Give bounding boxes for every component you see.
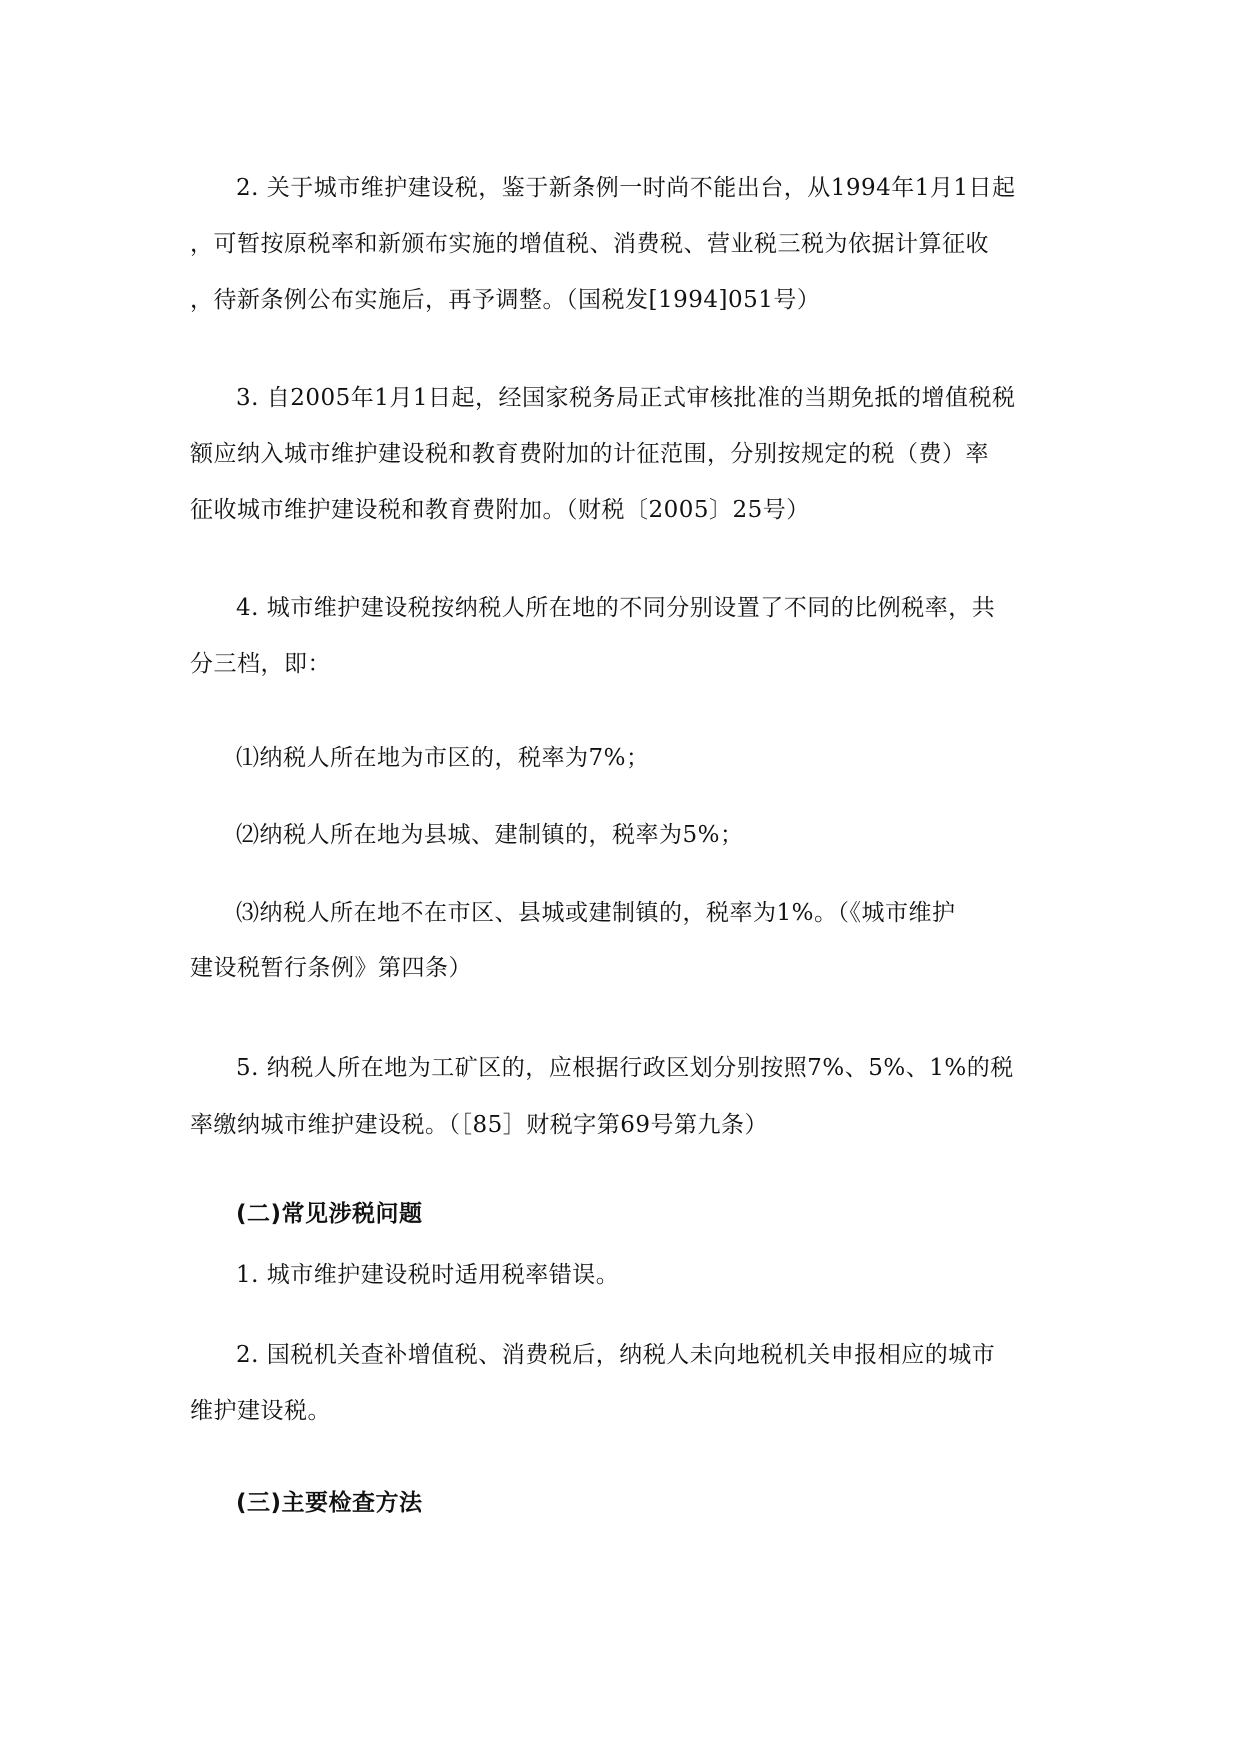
paragraph-2-line-3: ，待新条例公布实施后，再予调整。（国税发[1994]051号） [190,287,821,313]
issue-1: 1. 城市维护建设税时适用税率错误。 [236,1262,620,1288]
issue-2-line-2: 维护建设税。 [190,1398,331,1424]
rate-item-3-line-1: ⑶纳税人所在地不在市区、县城或建制镇的，税率为1%。（《城市维护 [236,900,956,926]
issue-2-line-1: 2. 国税机关查补增值税、消费税后，纳税人未向地税机关申报相应的城市 [236,1342,996,1368]
rate-item-2: ⑵纳税人所在地为县城、建制镇的，税率为5%； [236,822,744,848]
paragraph-5-line-1: 5. 纳税人所在地为工矿区的，应根据行政区划分别按照7%、5%、1%的税 [236,1055,1014,1081]
paragraph-3-line-3: 征收城市维护建设税和教育费附加。（财税〔2005〕25号） [190,497,810,523]
paragraph-2-line-1: 2. 关于城市维护建设税，鉴于新条例一时尚不能出台，从1994年1月1日起 [236,175,1016,201]
paragraph-3-line-2: 额应纳入城市维护建设税和教育费附加的计征范围，分别按规定的税（费）率 [190,441,989,467]
paragraph-2-line-2: ，可暂按原税率和新颁布实施的增值税、消费税、营业税三税为依据计算征收 [190,231,989,257]
paragraph-5-line-2: 率缴纳城市维护建设税。（［85］财税字第69号第九条） [190,1112,769,1138]
paragraph-4-line-1: 4. 城市维护建设税按纳税人所在地的不同分别设置了不同的比例税率，共 [236,595,996,621]
paragraph-3-line-1: 3. 自2005年1月1日起，经国家税务局正式审核批准的当期免抵的增值税税 [236,385,1016,411]
rate-item-3-line-2: 建设税暂行条例》第四条） [190,955,472,981]
paragraph-4-line-2: 分三档，即： [190,651,331,677]
section-heading-inspection-methods: (三)主要检查方法 [236,1490,423,1516]
rate-item-1: ⑴纳税人所在地为市区的，税率为7%； [236,745,650,771]
section-heading-common-issues: (二)常见涉税问题 [236,1201,423,1227]
